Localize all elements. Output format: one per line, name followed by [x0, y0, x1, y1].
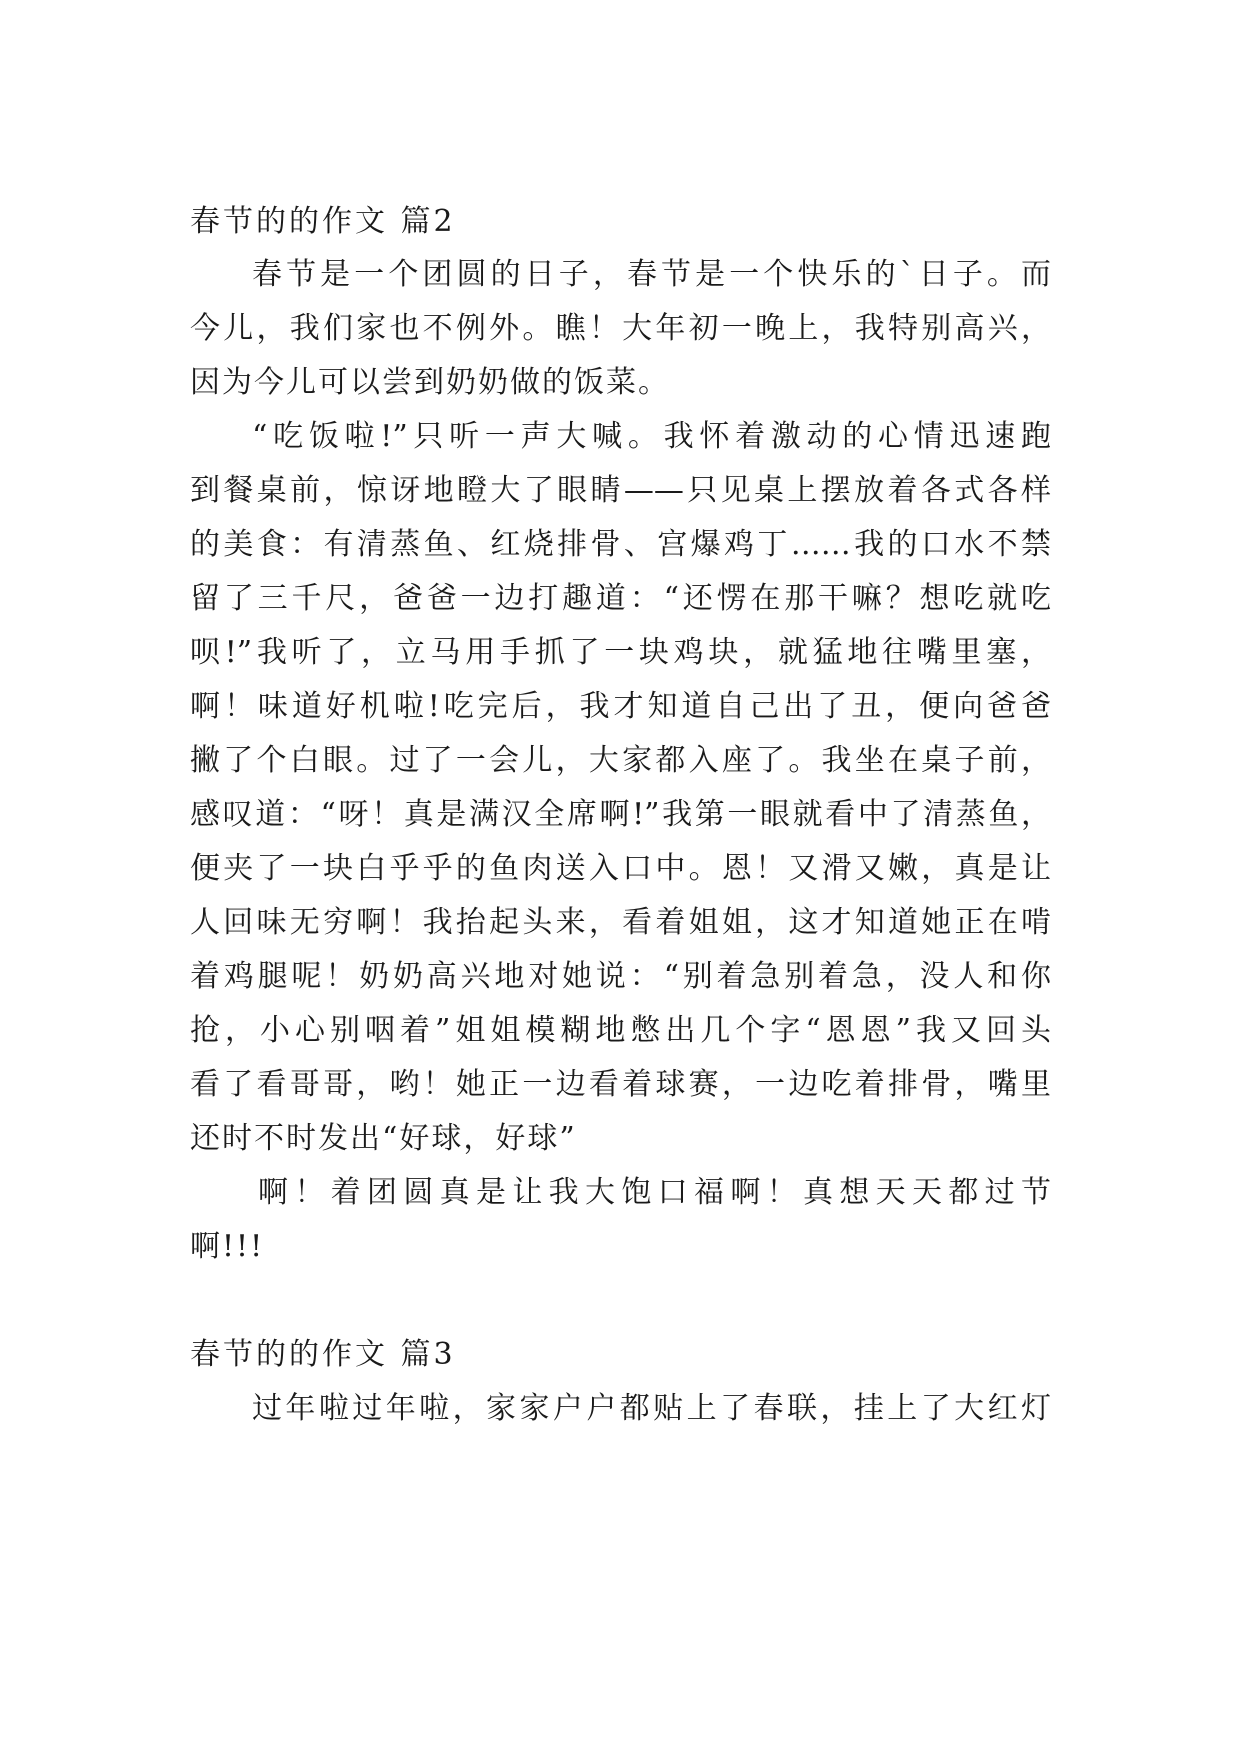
essay-2-line-9: 啊！味道好机啦!吃完后，我才知道自己出了丑，便向爸爸 — [190, 689, 1051, 724]
essay-2-line-5: 到餐桌前，惊讶地瞪大了眼睛——只见桌上摆放着各式各样 — [190, 473, 1051, 508]
essay-2-line-19: 啊!!! — [190, 1229, 265, 1264]
essay-2-line-11: 感叹道：“呀！真是满汉全席啊!”我第一眼就看中了清蒸鱼， — [190, 797, 1051, 832]
essay-3-line-1: 过年啦过年啦，家家户户都贴上了春联，挂上了大红灯 — [252, 1391, 1051, 1426]
essay-2-line-16: 看了看哥哥，哟！她正一边看着球赛，一边吃着排骨，嘴里 — [190, 1067, 1051, 1102]
essay-2-line-18: 啊！着团圆真是让我大饱口福啊！真想天天都过节 — [258, 1175, 1051, 1210]
essay-2-line-10: 撇了个白眼。过了一会儿，大家都入座了。我坐在桌子前， — [190, 743, 1051, 778]
essay-2-line-17: 还时不时发出“好球，好球” — [190, 1121, 577, 1156]
essay-2-line-15: 抢，小心别咽着”姐姐模糊地憋出几个字“恩恩”我又回头 — [190, 1013, 1051, 1048]
essay-2-line-12: 便夹了一块白乎乎的鱼肉送入口中。恩！又滑又嫩，真是让 — [190, 851, 1051, 886]
essay-2-line-6: 的美食：有清蒸鱼、红烧排骨、宫爆鸡丁……我的口水不禁 — [190, 527, 1051, 562]
essay-2-line-14: 着鸡腿呢！奶奶高兴地对她说：“别着急别着急，没人和你 — [190, 959, 1051, 994]
essay-3-title: 春节的的作文 篇3 — [190, 1337, 456, 1372]
essay-2-title: 春节的的作文 篇2 — [190, 204, 456, 239]
essay-2-line-13: 人回味无穷啊！我抬起头来，看着姐姐，这才知道她正在啃 — [190, 905, 1051, 940]
essay-2-line-3: 因为今儿可以尝到奶奶做的饭菜。 — [190, 365, 670, 400]
essay-2-line-2: 今儿，我们家也不例外。瞧！大年初一晚上，我特别高兴， — [190, 311, 1051, 346]
essay-2-line-4: “吃饭啦!”只听一声大喊。我怀着激动的心情迅速跑 — [252, 419, 1051, 454]
essay-2-line-7: 留了三千尺，爸爸一边打趣道：“还愣在那干嘛？想吃就吃 — [190, 581, 1051, 616]
essay-2-line-1: 春节是一个团圆的日子，春节是一个快乐的`日子。而 — [252, 257, 1051, 292]
essay-2-line-8: 呗!”我听了，立马用手抓了一块鸡块，就猛地往嘴里塞， — [190, 635, 1051, 670]
